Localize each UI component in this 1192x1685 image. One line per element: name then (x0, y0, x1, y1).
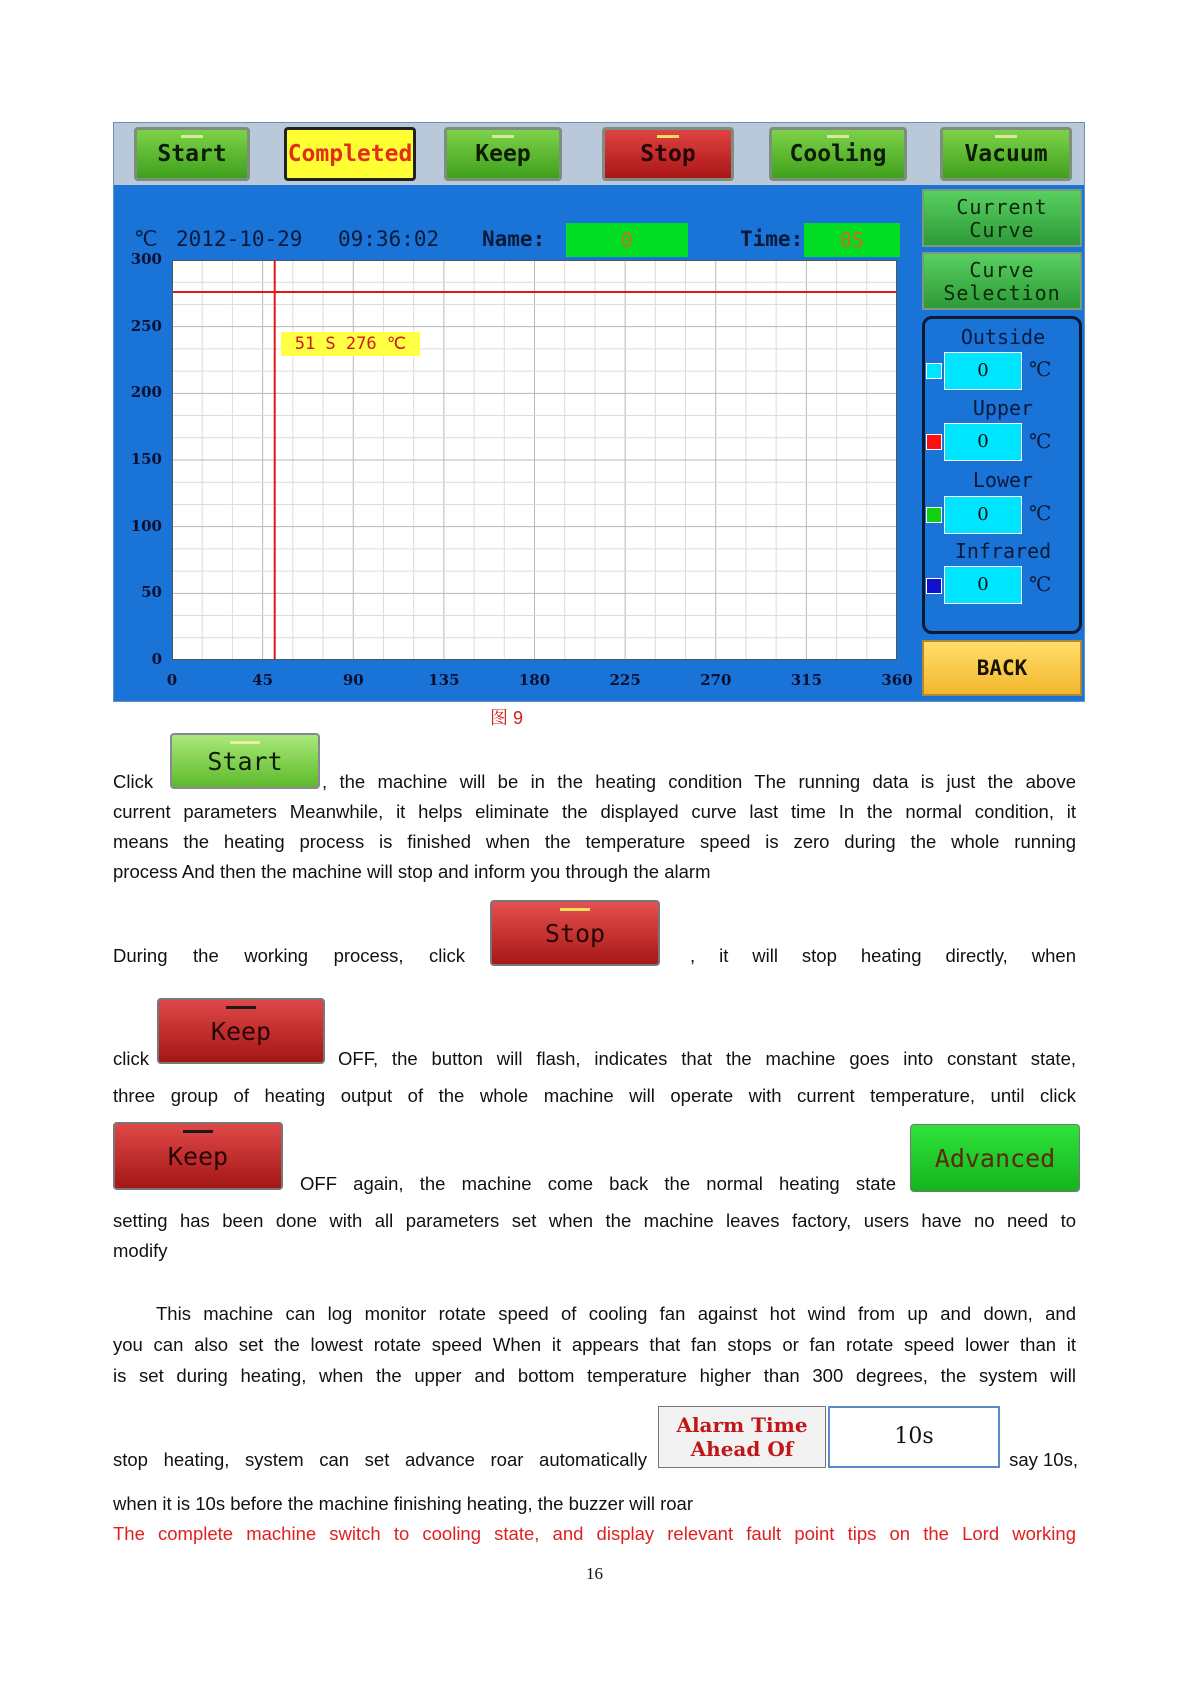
inline-keep-button-2: Keep (113, 1122, 283, 1190)
outside-value: 0 (944, 352, 1022, 390)
lower-value: 0 (944, 496, 1022, 534)
lower-color-swatch (926, 507, 942, 523)
outside-unit: ℃ (1029, 357, 1052, 381)
p2-line-d: three group of heating output of the whole machine will operate with current temperature, until click (113, 1085, 1076, 1106)
hmi-top-bar (114, 123, 1084, 185)
x-tick-label: 90 (342, 671, 364, 689)
lower-label: Lower (972, 468, 1034, 492)
p2-line-b: , it will stop heating directly, when (690, 945, 1076, 966)
inline-stop-button: Stop (490, 900, 660, 966)
p1-click-word: Click (113, 771, 154, 792)
p2-line-a: During the working process, click (113, 945, 465, 966)
p1-line-a: , the machine will be in the heating condition The running data is just the above (322, 771, 1076, 792)
temperature-panel (922, 316, 1082, 634)
hmi-stop-button[interactable]: Stop (602, 127, 734, 181)
p2-line-g: modify (113, 1240, 168, 1261)
p1-line-b: current parameters Meanwhile, it helps eliminate the displayed curve last time In the normal condition, it (113, 801, 1076, 822)
x-tick-label: 45 (252, 671, 274, 689)
name-label: Name: (482, 227, 546, 251)
figure-caption: 图 9 (490, 708, 524, 728)
upper-label: Upper (972, 396, 1034, 420)
x-tick-label: 270 (700, 671, 732, 689)
date-readout: 2012-10-29 (176, 227, 303, 251)
y-tick-label: 0 (151, 650, 162, 668)
y-tick-label: 200 (130, 383, 162, 402)
inline-advanced-button: Advanced (910, 1124, 1080, 1192)
upper-color-swatch (926, 434, 942, 450)
x-tick-label: 225 (609, 671, 641, 689)
p2-click-word: click (113, 1048, 149, 1069)
x-tick-label: 360 (881, 671, 913, 689)
back-button[interactable]: BACK (922, 640, 1082, 696)
page-number: 16 (586, 1564, 603, 1583)
y-tick-label: 50 (141, 583, 162, 602)
p3-line-c: is set during heating, when the upper and bottom temperature higher than 300 degrees, the system will (113, 1365, 1076, 1386)
x-tick-label: 315 (790, 671, 823, 689)
hmi-cooling-button[interactable]: Cooling (769, 127, 907, 181)
upper-value: 0 (944, 423, 1022, 461)
y-tick-label: 100 (130, 516, 162, 535)
name-field: 0 (566, 223, 688, 257)
infrared-label: Infrared (954, 539, 1052, 563)
p1-line-d: process And then the machine will stop and inform you through the alarm (113, 861, 711, 882)
outside-color-swatch (926, 363, 942, 379)
time-field: 0S (804, 223, 900, 257)
y-tick-label: 150 (130, 450, 162, 468)
p3-line-b: you can also set the lowest rotate speed When it appears that fan stops or fan rotate speed lower than it (113, 1334, 1076, 1355)
p3-line-a: This machine can log monitor rotate speed of cooling fan against hot wind from up and down, and (156, 1303, 1076, 1324)
hmi-keep-button[interactable]: Keep (444, 127, 562, 181)
curve-selection-button[interactable]: Curve Selection (922, 252, 1082, 310)
hmi-vacuum-button[interactable]: Vacuum (940, 127, 1072, 181)
infrared-color-swatch (926, 578, 942, 594)
p3-line-d: stop heating, system can set advance roar automatically (113, 1449, 647, 1470)
hmi-completed-button[interactable]: Completed (284, 127, 416, 181)
p2-line-e: OFF again, the machine come back the normal heating state (300, 1173, 896, 1194)
inline-keep-button-1: Keep (157, 998, 325, 1064)
p3-line-e: say 10s, (1009, 1449, 1078, 1470)
hmi-screenshot (113, 122, 1085, 702)
clock-readout: 09:36:02 (338, 227, 440, 251)
current-curve-button[interactable]: Current Curve (922, 189, 1082, 247)
upper-unit: ℃ (1029, 429, 1052, 453)
y-tick-label: 250 (130, 316, 162, 335)
inline-alarm-value-field: 10s (828, 1406, 1000, 1468)
inline-start-button: Start (170, 733, 320, 789)
inline-alarm-label: Alarm Time Ahead Of (658, 1406, 826, 1468)
x-tick-label: 180 (518, 671, 551, 689)
x-tick-label: 0 (166, 671, 178, 689)
temperature-curve-plot (172, 260, 897, 660)
hmi-start-button[interactable]: Start (134, 127, 250, 181)
infrared-value: 0 (944, 566, 1022, 604)
outside-label: Outside (960, 325, 1046, 349)
p4-line: The complete machine switch to cooling state, and display relevant fault point tips on the Lord working (113, 1523, 1076, 1544)
p2-line-c: OFF, the button will flash, indicates that the machine goes into constant state, (338, 1048, 1076, 1069)
lower-unit: ℃ (1029, 501, 1052, 525)
p3-line-f: when it is 10s before the machine finishing heating, the buzzer will roar (113, 1493, 693, 1514)
time-label: Time: (740, 227, 804, 251)
plot-svg (172, 260, 897, 660)
p2-line-f: setting has been done with all parameters set when the machine leaves factory, users have no need to (113, 1210, 1076, 1231)
x-tick-label: 135 (428, 671, 460, 689)
cursor-readout: 51 S 276 ℃ (281, 332, 420, 356)
y-tick-label: 300 (130, 250, 162, 268)
unit-symbol: ℃ (134, 227, 158, 251)
infrared-unit: ℃ (1029, 572, 1052, 596)
p1-line-c: means the heating process is finished when the temperature speed is zero during the whole running (113, 831, 1076, 852)
